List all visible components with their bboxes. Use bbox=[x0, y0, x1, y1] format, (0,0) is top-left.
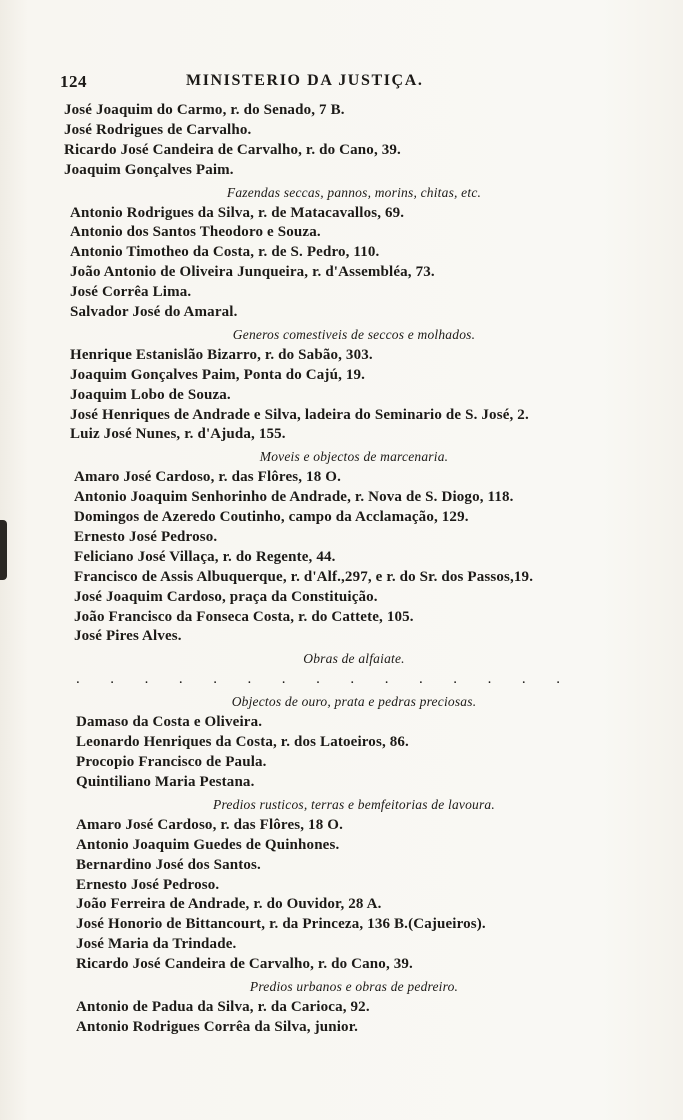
list-item: José Honorio de Bittancourt, r. da Princeza, 136 B.(Cajueiros). bbox=[76, 916, 486, 933]
list-item: Antonio Joaquim Senhorinho de Andrade, r. Nova de S. Diogo, 118. bbox=[74, 489, 514, 506]
list-item: Joaquim Gonçalves Paim, Ponta do Cajú, 19. bbox=[70, 366, 366, 383]
list-item: Quintiliano Maria Pestana. bbox=[76, 773, 255, 790]
section-moveis bbox=[64, 445, 644, 647]
section-heading: Obras de alfaiate. bbox=[303, 651, 405, 667]
section-heading: Generos comestiveis de seccos e molhados. bbox=[232, 326, 476, 342]
list-item: Procopio Francisco de Paula. bbox=[76, 754, 267, 771]
section-heading: Objectos de ouro, prata e pedras preciosas. bbox=[231, 694, 477, 710]
list-item: Salvador José do Amaral. bbox=[70, 304, 238, 321]
list-item: João Antonio de Oliveira Junqueira, r. d'Assembléa, 73. bbox=[70, 264, 435, 281]
list-item: Bernardino José dos Santos. bbox=[76, 856, 261, 873]
section-fazendas bbox=[64, 181, 644, 323]
list-item: Antonio Timotheo da Costa, r. de S. Pedro, 110. bbox=[70, 244, 380, 261]
list-item: José Corrêa Lima. bbox=[70, 284, 192, 301]
list-item: José Maria da Trindade. bbox=[76, 936, 237, 953]
section-heading: Moveis e objectos de marcenaria. bbox=[259, 449, 449, 465]
list-item: Ernesto José Pedroso. bbox=[76, 876, 220, 893]
page-header bbox=[60, 72, 500, 96]
section-predios-urbanos bbox=[64, 975, 644, 1038]
list-item: Domingos de Azeredo Coutinho, campo da Acclamação, 129. bbox=[74, 509, 469, 526]
section-objectos-ouro bbox=[64, 690, 644, 793]
section-alfaiate bbox=[64, 647, 644, 690]
section-predios-rusticos bbox=[64, 793, 644, 975]
list-item: Damaso da Costa e Oliveira. bbox=[76, 714, 263, 731]
list-item: José Henriques de Andrade e Silva, ladeira do Seminario de S. José, 2. bbox=[70, 406, 529, 423]
list-item: Joaquim Gonçalves Paim. bbox=[64, 161, 234, 178]
list-item: José Pires Alves. bbox=[74, 628, 182, 645]
list-item: Antonio Joaquim Guedes de Quinhones. bbox=[76, 836, 340, 853]
empty-section-leader-dots: . . . . . . . . . . . . . . . bbox=[76, 671, 574, 688]
list-item: João Ferreira de Andrade, r. do Ouvidor, 28 A. bbox=[76, 896, 382, 913]
list-item: Antonio de Padua da Silva, r. da Carioca, 92. bbox=[76, 998, 370, 1015]
list-item: Ricardo José Candeira de Carvalho, r. do Cano, 39. bbox=[64, 141, 401, 158]
list-item: Luiz José Nunes, r. d'Ajuda, 155. bbox=[70, 426, 286, 443]
list-item: Antonio Rodrigues da Silva, r. de Matacavallos, 69. bbox=[70, 204, 405, 221]
directory-content bbox=[64, 101, 644, 1038]
list-item: José Joaquim Cardoso, praça da Constituição. bbox=[74, 588, 378, 605]
running-title: MINISTERIO DA JUSTIÇA. bbox=[186, 72, 424, 89]
section-generos bbox=[64, 323, 644, 445]
list-item: Feliciano José Villaça, r. do Regente, 44. bbox=[74, 548, 336, 565]
list-item: Ernesto José Pedroso. bbox=[74, 529, 218, 546]
section-heading: Fazendas seccas, pannos, morins, chitas, etc. bbox=[226, 184, 482, 200]
list-item: Henrique Estanislão Bizarro, r. do Sabão, 303. bbox=[70, 346, 373, 363]
binding-shadow bbox=[0, 520, 7, 580]
list-item: José Joaquim do Carmo, r. do Senado, 7 B. bbox=[64, 102, 345, 118]
section-heading: Predios rusticos, terras e bemfeitorias de lavoura. bbox=[213, 796, 495, 812]
section-heading: Predios urbanos e obras de pedreiro. bbox=[249, 978, 459, 994]
list-item: Antonio Rodrigues Corrêa da Silva, junior. bbox=[76, 1018, 359, 1035]
list-item: Ricardo José Candeira de Carvalho, r. do Cano, 39. bbox=[76, 956, 413, 973]
list-item: João Francisco da Fonseca Costa, r. do Cattete, 105. bbox=[74, 608, 414, 625]
list-item: Amaro José Cardoso, r. das Flôres, 18 O. bbox=[76, 816, 343, 833]
page-number: 124 bbox=[60, 72, 87, 91]
list-item: Leonardo Henriques da Costa, r. dos Latoeiros, 86. bbox=[76, 734, 409, 751]
section-continuation bbox=[64, 101, 644, 181]
list-item: Antonio dos Santos Theodoro e Souza. bbox=[70, 224, 321, 241]
list-item: Joaquim Lobo de Souza. bbox=[70, 386, 231, 403]
list-item: Francisco de Assis Albuquerque, r. d'Alf.,297, e r. do Sr. dos Passos,19. bbox=[74, 568, 534, 585]
list-item: Amaro José Cardoso, r. das Flôres, 18 O. bbox=[74, 469, 341, 486]
list-item: José Rodrigues de Carvalho. bbox=[64, 121, 252, 138]
